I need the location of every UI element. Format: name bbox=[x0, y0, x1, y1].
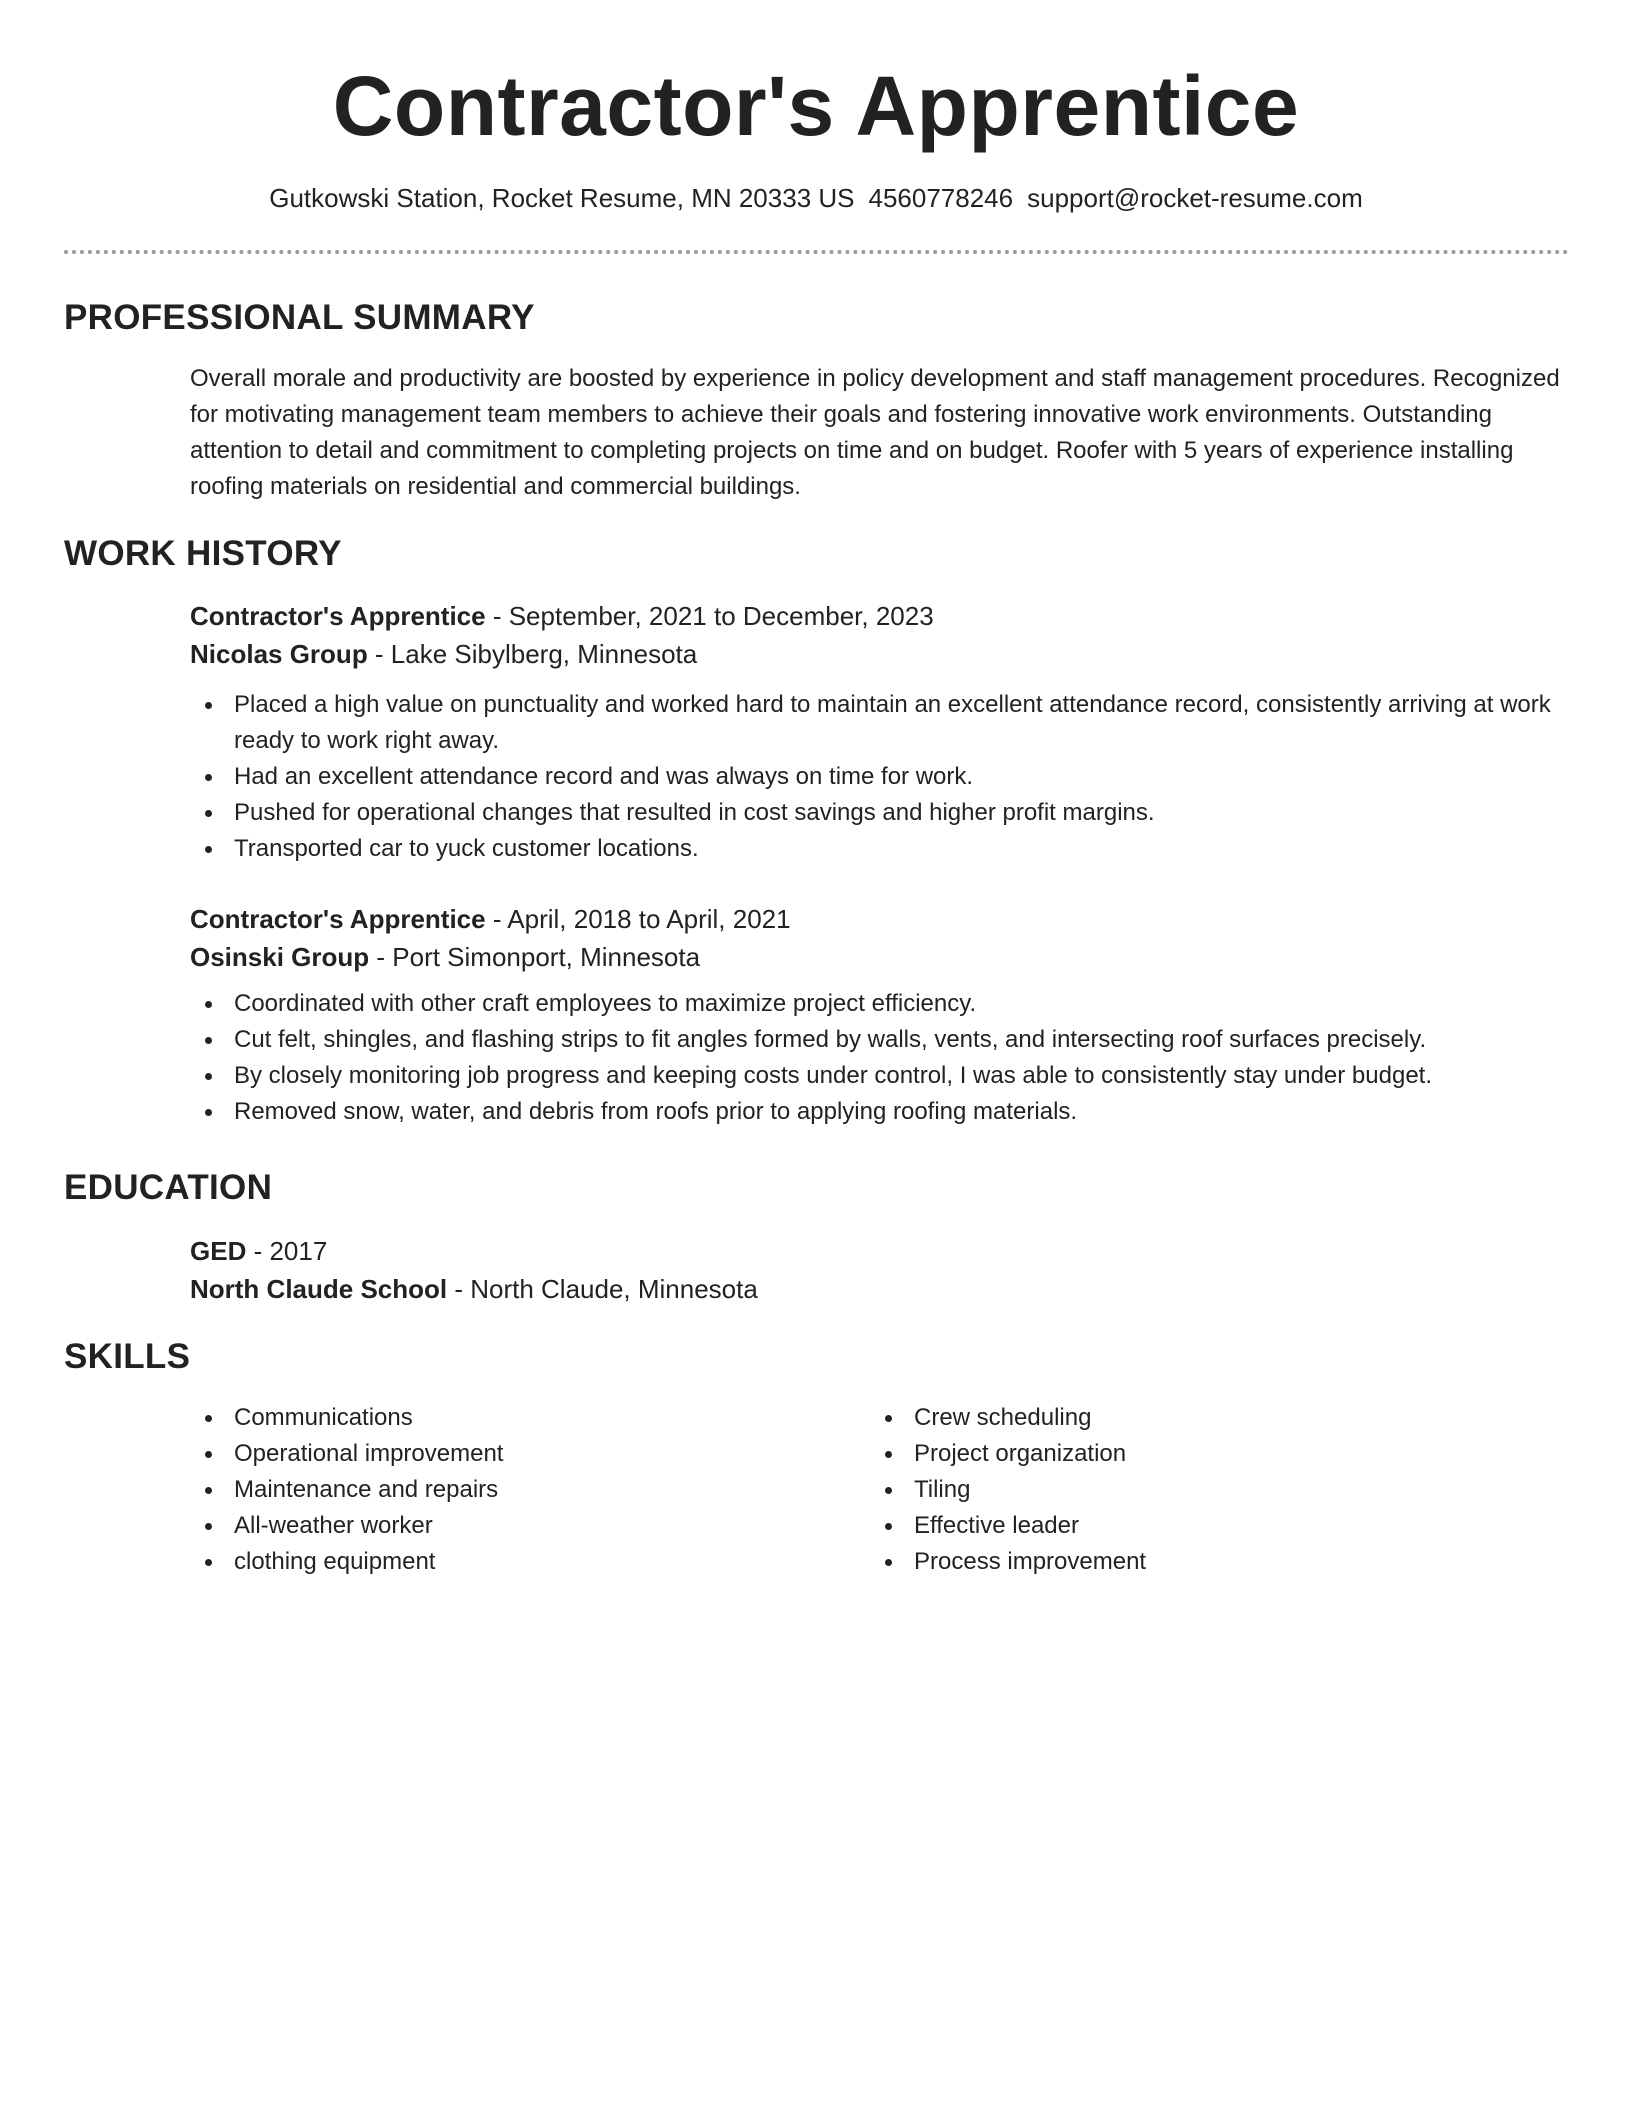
skill-item: Tiling bbox=[870, 1472, 1550, 1508]
contact-line bbox=[0, 180, 1632, 216]
summary-text: Overall morale and productivity are boosted by experience in policy development and staff management procedures. Recognized for motivating management team members to achieve their goals and fostering innovative work environments. Outstanding attention to detail and commitment to completing projects on time and on budget. Roofer with 5 years of experience installing roofing materials on residential and commercial buildings. bbox=[190, 365, 1560, 500]
skill-item: Project organization bbox=[870, 1436, 1550, 1472]
contact-email: support@rocket-resume.com bbox=[1027, 183, 1363, 213]
job-company: Osinski Group bbox=[190, 942, 370, 972]
job-position: Contractor's Apprentice bbox=[190, 601, 486, 631]
education-heading: EDUCATION bbox=[64, 1168, 273, 1207]
skills-right-list bbox=[870, 1400, 1550, 1580]
job-duties-list bbox=[190, 687, 1570, 867]
job-duty-item: Coordinated with other craft employees to maximize project efficiency. bbox=[190, 986, 1570, 1022]
job-duty-item: Cut felt, shingles, and flashing strips to fit angles formed by walls, vents, and intersecting roof surfaces precisely. bbox=[190, 1022, 1570, 1058]
skill-item: clothing equipment bbox=[190, 1544, 870, 1580]
job-location: - Lake Sibylberg, Minnesota bbox=[367, 639, 698, 669]
skills-list bbox=[190, 1400, 1570, 1580]
job-duty-item: Had an excellent attendance record and was always on time for work. bbox=[190, 759, 1570, 795]
header-divider bbox=[64, 250, 1569, 254]
job-company-line bbox=[190, 635, 1570, 673]
job-duty-item: Placed a high value on punctuality and worked hard to maintain an excellent attendance record, consistently arriving at work ready to work right away. bbox=[190, 687, 1570, 759]
summary-heading: PROFESSIONAL SUMMARY bbox=[64, 298, 535, 337]
skill-item: Maintenance and repairs bbox=[190, 1472, 870, 1508]
job-entry bbox=[190, 900, 1570, 1130]
education-year: - 2017 bbox=[246, 1236, 328, 1266]
skills-left-list bbox=[190, 1400, 870, 1580]
education-school-line bbox=[190, 1270, 1570, 1308]
job-duty-item: Removed snow, water, and debris from roofs prior to applying roofing materials. bbox=[190, 1094, 1570, 1130]
job-duty-item: By closely monitoring job progress and keeping costs under control, I was able to consistently stay under budget. bbox=[190, 1058, 1570, 1094]
job-duty-item: Transported car to yuck customer locations. bbox=[190, 831, 1570, 867]
education-entry bbox=[190, 1232, 1570, 1308]
skill-item: Operational improvement bbox=[190, 1436, 870, 1472]
job-duty-item: Pushed for operational changes that resulted in cost savings and higher profit margins. bbox=[190, 795, 1570, 831]
job-title-line bbox=[190, 900, 1570, 938]
job-company-line bbox=[190, 938, 1570, 976]
skill-item: Effective leader bbox=[870, 1508, 1550, 1544]
skills-column-right bbox=[870, 1400, 1550, 1580]
skill-item: Process improvement bbox=[870, 1544, 1550, 1580]
job-entry bbox=[190, 597, 1570, 867]
education-degree-line bbox=[190, 1232, 1570, 1270]
contact-address: Gutkowski Station, Rocket Resume, MN 20333 US bbox=[269, 183, 855, 213]
skill-item: Crew scheduling bbox=[870, 1400, 1550, 1436]
job-position: Contractor's Apprentice bbox=[190, 904, 486, 934]
skills-heading: SKILLS bbox=[64, 1337, 191, 1376]
contact-phone: 4560778246 bbox=[868, 183, 1014, 213]
job-title-line bbox=[190, 597, 1570, 635]
education-location: - North Claude, Minnesota bbox=[447, 1274, 758, 1304]
skills-column-left bbox=[190, 1400, 870, 1580]
work-history-heading: WORK HISTORY bbox=[64, 534, 342, 573]
skill-item: All-weather worker bbox=[190, 1508, 870, 1544]
job-duties-list bbox=[190, 986, 1570, 1130]
job-company: Nicolas Group bbox=[190, 639, 368, 669]
job-dates: - April, 2018 to April, 2021 bbox=[485, 904, 791, 934]
job-dates: - September, 2021 to December, 2023 bbox=[485, 601, 934, 631]
candidate-name: Contractor's Apprentice bbox=[332, 59, 1300, 153]
education-school: North Claude School bbox=[190, 1274, 448, 1304]
skill-item: Communications bbox=[190, 1400, 870, 1436]
job-location: - Port Simonport, Minnesota bbox=[369, 942, 701, 972]
education-degree: GED bbox=[190, 1236, 247, 1266]
